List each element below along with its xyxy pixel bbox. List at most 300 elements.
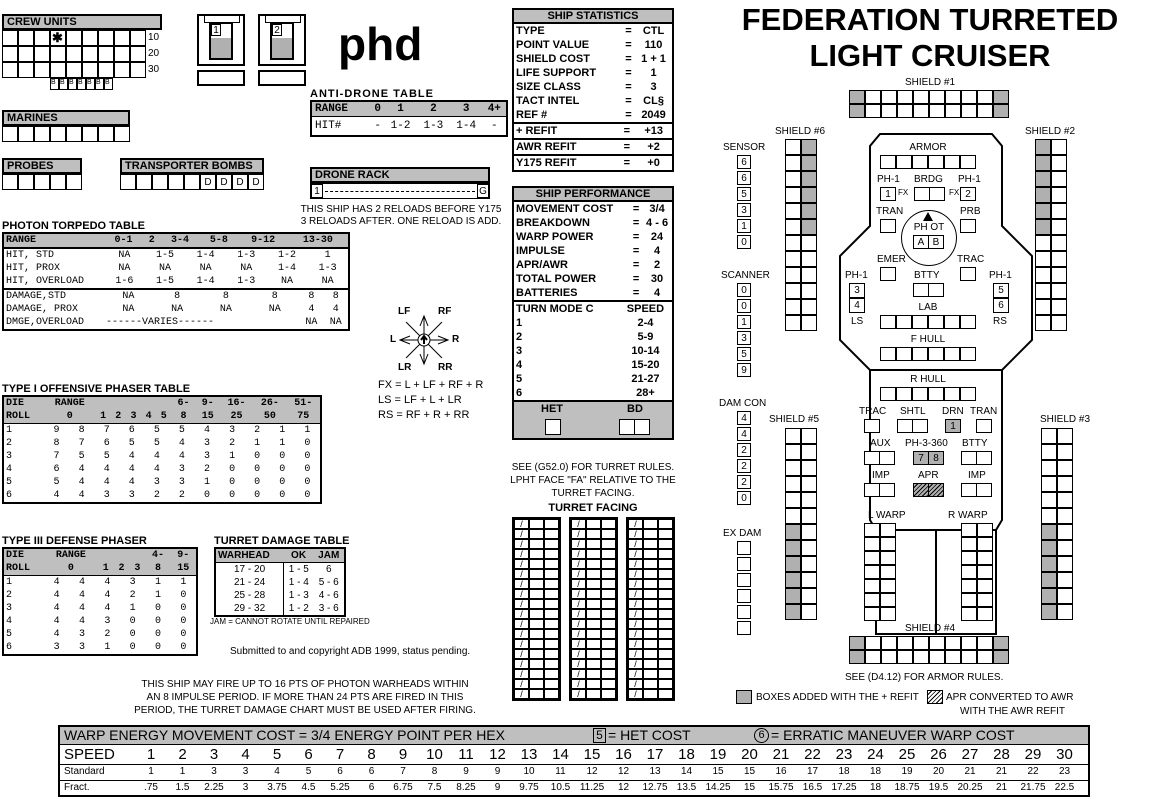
table-cell: REF #	[516, 109, 548, 121]
facing-box[interactable]	[658, 639, 673, 649]
facing-box[interactable]: /	[628, 579, 643, 589]
arc-l: L	[390, 334, 397, 345]
facing-box[interactable]: /	[628, 689, 643, 699]
facing-box[interactable]: /	[514, 629, 529, 639]
facing-box[interactable]	[643, 689, 658, 699]
facing-box[interactable]: /	[628, 619, 643, 629]
facing-box[interactable]	[544, 559, 559, 569]
movement-cost-table	[58, 725, 1090, 797]
facing-box[interactable]: /	[628, 569, 643, 579]
ssd-box	[865, 104, 881, 118]
table-cell: NA	[240, 263, 253, 274]
facing-box[interactable]: /	[571, 539, 586, 549]
table-cell: 4	[653, 287, 661, 299]
facing-box[interactable]	[544, 609, 559, 619]
facing-box[interactable]: /	[571, 639, 586, 649]
facing-box[interactable]	[586, 629, 601, 639]
table-cell: 26-	[260, 398, 279, 409]
facing-box[interactable]	[658, 669, 673, 679]
facing-box[interactable]: /	[571, 619, 586, 629]
facing-box[interactable]: /	[514, 569, 529, 579]
crew-box	[18, 62, 34, 78]
ph1-box-1: 1	[880, 187, 896, 201]
crew-marker: ✱	[52, 30, 63, 45]
arc-ls: LS = LF + L + LR	[378, 394, 462, 406]
ssd-box	[801, 283, 817, 299]
facing-box[interactable]	[658, 579, 673, 589]
facing-box[interactable]	[643, 559, 658, 569]
facing-box[interactable]: /	[514, 519, 529, 529]
facing-box[interactable]	[658, 549, 673, 559]
ssd-box	[1051, 267, 1067, 283]
facing-box[interactable]	[643, 529, 658, 539]
ssd-box	[801, 203, 817, 219]
facing-box[interactable]: /	[571, 569, 586, 579]
facing-box[interactable]	[601, 639, 616, 649]
facing-box[interactable]	[529, 659, 544, 669]
facing-box[interactable]	[643, 649, 658, 659]
facing-box[interactable]	[586, 569, 601, 579]
table-cell: =	[632, 287, 640, 299]
facing-box[interactable]	[601, 599, 616, 609]
facing-box[interactable]	[658, 619, 673, 629]
table-cell: 2	[115, 411, 122, 422]
ssd-box	[944, 387, 960, 401]
facing-box[interactable]	[529, 609, 544, 619]
battery-aft-box	[961, 451, 977, 465]
ssd-box	[785, 299, 801, 315]
table-cell: DIE	[6, 550, 25, 561]
facing-box[interactable]	[544, 549, 559, 559]
table-cell: 0	[154, 629, 161, 640]
bridge-box	[929, 187, 945, 201]
facing-box[interactable]: /	[628, 529, 643, 539]
crew-units-grid	[2, 30, 146, 78]
ssd-box	[801, 508, 817, 524]
table-cell: 2	[153, 490, 160, 501]
track-box: 0	[737, 283, 751, 297]
facing-box[interactable]	[643, 589, 658, 599]
facing-box[interactable]	[643, 639, 658, 649]
facing-box[interactable]	[643, 519, 658, 529]
facing-box[interactable]	[586, 689, 601, 699]
facing-box[interactable]	[601, 589, 616, 599]
facing-box[interactable]: /	[514, 609, 529, 619]
trac-label: TRAC	[957, 254, 985, 265]
table-cell: 4	[153, 464, 160, 475]
facing-box[interactable]: /	[628, 589, 643, 599]
table-cell: 0	[304, 451, 311, 462]
ssd-box	[1041, 492, 1057, 508]
table-cell: SPEED	[626, 303, 665, 315]
facing-box[interactable]	[529, 549, 544, 559]
ssd-box	[945, 104, 961, 118]
table-cell: 0	[154, 616, 161, 627]
movement-cell: 21	[964, 766, 976, 777]
facing-box[interactable]	[658, 569, 673, 579]
facing-box[interactable]	[601, 529, 616, 539]
ssd-box	[1057, 604, 1073, 620]
table-cell: 4	[516, 359, 523, 371]
facing-box[interactable]: /	[571, 559, 586, 569]
facing-box[interactable]	[586, 559, 601, 569]
facing-box[interactable]	[601, 559, 616, 569]
facing-box[interactable]: /	[628, 549, 643, 559]
facing-box[interactable]: /	[514, 549, 529, 559]
facing-box[interactable]: /	[571, 629, 586, 639]
ssd-box	[977, 90, 993, 104]
ad-cell: 1-4	[456, 120, 477, 132]
facing-box[interactable]	[544, 639, 559, 649]
table-cell: 15-20	[631, 359, 660, 371]
ssd-box	[1041, 556, 1057, 572]
table-cell: JAM	[318, 550, 340, 561]
facing-box[interactable]	[544, 679, 559, 689]
facing-box[interactable]	[544, 629, 559, 639]
movement-cell: 8	[367, 746, 376, 763]
table-cell: 1	[254, 438, 261, 449]
facing-box[interactable]: /	[514, 679, 529, 689]
phaser-1-table	[2, 383, 322, 504]
facing-box[interactable]	[586, 659, 601, 669]
facing-box[interactable]	[529, 579, 544, 589]
movement-cell: 16	[775, 766, 787, 777]
facing-box[interactable]	[601, 579, 616, 589]
facing-box[interactable]	[586, 679, 601, 689]
table-cell: 1-6	[115, 276, 134, 287]
ssd-box	[785, 251, 801, 267]
ssd-box	[977, 593, 993, 607]
facing-box[interactable]	[586, 619, 601, 629]
table-cell: 6	[128, 425, 135, 436]
facing-box[interactable]	[658, 659, 673, 669]
ssd-box	[785, 283, 801, 299]
table-cell: 9-	[177, 550, 190, 561]
facing-box[interactable]	[544, 519, 559, 529]
facing-box[interactable]	[658, 609, 673, 619]
facing-box[interactable]: /	[514, 599, 529, 609]
facing-box[interactable]: /	[514, 539, 529, 549]
facing-box[interactable]	[544, 659, 559, 669]
facing-box[interactable]: /	[628, 559, 643, 569]
arc-lf: LF	[398, 306, 411, 317]
tran-aft-label: TRAN	[970, 406, 998, 417]
facing-box[interactable]: /	[514, 689, 529, 699]
table-cell: =	[632, 245, 640, 257]
facing-box[interactable]	[544, 689, 559, 699]
crew-box	[66, 46, 82, 62]
facing-box[interactable]: /	[571, 529, 586, 539]
facing-box[interactable]	[529, 689, 544, 699]
table-cell: 1	[104, 642, 111, 653]
facing-box[interactable]	[544, 619, 559, 629]
facing-box[interactable]: /	[514, 669, 529, 679]
facing-box[interactable]	[586, 519, 601, 529]
facing-box[interactable]	[529, 619, 544, 629]
facing-box[interactable]	[544, 579, 559, 589]
ssd-box	[960, 347, 976, 361]
table-cell: 1	[154, 577, 161, 588]
facing-box[interactable]	[643, 609, 658, 619]
facing-box[interactable]	[586, 609, 601, 619]
facing-box[interactable]: /	[514, 659, 529, 669]
ssd-box	[785, 139, 801, 155]
facing-box[interactable]	[544, 529, 559, 539]
facing-box[interactable]	[586, 639, 601, 649]
facing-box[interactable]: /	[628, 519, 643, 529]
facing-box[interactable]: /	[628, 539, 643, 549]
facing-box[interactable]	[544, 649, 559, 659]
facing-box[interactable]	[658, 589, 673, 599]
facing-box[interactable]	[601, 619, 616, 629]
ssd-box	[1041, 524, 1057, 540]
anti-drone-table	[310, 88, 508, 137]
movement-cell: 28	[993, 746, 1010, 763]
facing-box[interactable]: /	[628, 659, 643, 669]
facing-box[interactable]	[643, 669, 658, 679]
facing-box[interactable]: /	[628, 669, 643, 679]
movement-cell: 1	[148, 766, 154, 777]
facing-box[interactable]: /	[628, 609, 643, 619]
facing-box[interactable]	[643, 619, 658, 629]
facing-box[interactable]: /	[571, 579, 586, 589]
apr-box	[913, 483, 929, 497]
facing-box[interactable]: /	[571, 649, 586, 659]
facing-box[interactable]	[586, 529, 601, 539]
table-cell: 1-5	[155, 250, 174, 261]
facing-box[interactable]	[601, 549, 616, 559]
table-cell: RANGE	[54, 398, 85, 409]
movement-cell: 9	[398, 746, 408, 763]
ssd-box	[1035, 283, 1051, 299]
facing-box[interactable]: /	[628, 649, 643, 659]
facing-box[interactable]	[601, 609, 616, 619]
facing-box[interactable]	[529, 559, 544, 569]
facing-box[interactable]	[658, 689, 673, 699]
table-cell: 1	[180, 577, 187, 588]
facing-box[interactable]: /	[514, 649, 529, 659]
facing-box[interactable]	[601, 649, 616, 659]
ssd-box	[1035, 203, 1051, 219]
facing-box[interactable]	[586, 539, 601, 549]
facing-box[interactable]	[529, 679, 544, 689]
ssd-box	[1051, 187, 1067, 203]
table-cell: 4	[128, 464, 135, 475]
facing-box[interactable]	[601, 659, 616, 669]
facing-box[interactable]	[601, 629, 616, 639]
ssd-box	[1041, 428, 1057, 444]
ssd-box	[785, 572, 801, 588]
facing-box[interactable]	[643, 539, 658, 549]
anti-drone-title: ANTI-DRONE TABLE	[310, 88, 434, 100]
facing-box[interactable]	[658, 529, 673, 539]
track-box: 1	[737, 315, 751, 329]
facing-box[interactable]	[586, 599, 601, 609]
ssd-box	[785, 171, 801, 187]
table-cell: 1-2	[277, 250, 296, 261]
facing-box[interactable]	[529, 539, 544, 549]
table-cell: 3	[128, 490, 135, 501]
movement-cell: 12	[489, 746, 506, 763]
facing-box[interactable]	[658, 519, 673, 529]
facing-box[interactable]	[658, 649, 673, 659]
facing-box[interactable]	[529, 599, 544, 609]
bd-box	[619, 419, 635, 435]
facing-box[interactable]	[643, 679, 658, 689]
facing-box[interactable]	[601, 569, 616, 579]
movement-cell: 20	[741, 746, 758, 763]
ssd-box	[1057, 556, 1073, 572]
facing-box[interactable]: /	[571, 689, 586, 699]
facing-box[interactable]: /	[571, 549, 586, 559]
facing-box[interactable]	[586, 669, 601, 679]
facing-box[interactable]	[529, 569, 544, 579]
table-cell: 4	[53, 490, 60, 501]
turret-rules-line: TURRET FACING.	[551, 488, 635, 499]
ssd-box	[960, 387, 976, 401]
table-cell: 4	[78, 590, 85, 601]
facing-box[interactable]: /	[571, 609, 586, 619]
facing-box[interactable]: /	[628, 639, 643, 649]
facing-box[interactable]: /	[514, 589, 529, 599]
facing-box[interactable]: /	[571, 519, 586, 529]
facing-box[interactable]	[643, 549, 658, 559]
facing-box[interactable]	[544, 569, 559, 579]
facing-box[interactable]: /	[628, 629, 643, 639]
facing-box[interactable]	[601, 679, 616, 689]
em-cost-marker: 6	[754, 728, 769, 743]
shield-1-boxes	[849, 90, 1009, 118]
turret-arrow-icon	[923, 212, 933, 221]
movement-cell: 19.5	[928, 782, 949, 793]
table-cell: CL§	[643, 95, 664, 107]
facing-box[interactable]: /	[514, 579, 529, 589]
ship-statistics	[512, 8, 674, 172]
crew-box	[98, 62, 114, 78]
facing-box[interactable]	[529, 649, 544, 659]
impulse-box	[864, 483, 880, 497]
table-cell: DIE	[6, 398, 25, 409]
table-cell: 3	[6, 603, 13, 614]
facing-box[interactable]	[544, 669, 559, 679]
facing-box[interactable]	[586, 549, 601, 559]
damcon-track	[737, 411, 751, 507]
ssd-box	[785, 540, 801, 556]
facing-box[interactable]	[658, 539, 673, 549]
battery-box	[913, 283, 929, 297]
movement-cell: 16.5	[802, 782, 823, 793]
arc-r: R	[452, 334, 460, 345]
facing-box[interactable]	[643, 569, 658, 579]
facing-box[interactable]	[529, 669, 544, 679]
facing-box[interactable]: /	[571, 589, 586, 599]
ssd-box	[1035, 299, 1051, 315]
table-cell: HIT, PROX	[6, 263, 61, 274]
facing-box[interactable]	[529, 519, 544, 529]
ph1-fore-label-left: PH-1	[877, 174, 900, 185]
facing-box[interactable]: /	[628, 679, 643, 689]
facing-box[interactable]	[529, 529, 544, 539]
table-cell: 3	[103, 490, 110, 501]
table-cell: 3-4	[171, 235, 190, 246]
ssd-box	[896, 387, 912, 401]
facing-box[interactable]: /	[571, 669, 586, 679]
photon-a-box: A	[913, 235, 929, 249]
table-cell: 4	[78, 490, 85, 501]
table-cell: 4	[308, 304, 315, 315]
movement-cell: 3	[209, 746, 219, 763]
movement-cell: 11.25	[579, 782, 605, 793]
ssd-box	[961, 523, 977, 537]
table-cell: 7	[78, 438, 85, 449]
movement-cell: 9.75	[519, 782, 539, 793]
ssd-box	[912, 155, 928, 169]
facing-box[interactable]: /	[514, 559, 529, 569]
facing-box[interactable]: /	[514, 529, 529, 539]
facing-box[interactable]	[643, 579, 658, 589]
facing-box[interactable]	[601, 669, 616, 679]
facing-box[interactable]: /	[571, 659, 586, 669]
facing-box[interactable]	[601, 689, 616, 699]
table-cell: 4 - 6	[318, 590, 339, 601]
facing-box[interactable]	[529, 589, 544, 599]
facing-box[interactable]: /	[514, 639, 529, 649]
ssd-box	[1035, 267, 1051, 283]
facing-box[interactable]	[643, 659, 658, 669]
facing-box[interactable]	[658, 559, 673, 569]
facing-box[interactable]	[529, 639, 544, 649]
fhull-boxes	[880, 347, 976, 361]
ssd-box	[1035, 251, 1051, 267]
facing-box[interactable]	[586, 589, 601, 599]
facing-box[interactable]	[643, 599, 658, 609]
facing-box[interactable]	[544, 539, 559, 549]
facing-box[interactable]	[544, 599, 559, 609]
movement-cell: 4.5	[301, 782, 316, 793]
row-label: SPEED	[64, 746, 115, 763]
facing-box[interactable]	[658, 679, 673, 689]
facing-box[interactable]	[529, 629, 544, 639]
table-cell: 4	[53, 616, 60, 627]
ssd-box	[1051, 203, 1067, 219]
movement-cell: 16	[615, 746, 632, 763]
facing-box[interactable]	[586, 649, 601, 659]
movement-cell: 21.75	[1020, 782, 1046, 793]
drone-note-1: THIS SHIP HAS 2 RELOADS BEFORE Y175	[300, 204, 502, 215]
facing-box[interactable]: /	[628, 599, 643, 609]
facing-box[interactable]	[658, 629, 673, 639]
table-cell: 3	[153, 477, 160, 488]
facing-box[interactable]	[601, 519, 616, 529]
ssd-box	[912, 387, 928, 401]
facing-box[interactable]	[601, 539, 616, 549]
ssd-box	[801, 235, 817, 251]
ssd-box	[897, 650, 913, 664]
bd-box	[634, 419, 650, 435]
table-cell: 5	[153, 438, 160, 449]
facing-box[interactable]	[658, 599, 673, 609]
crew-box	[130, 46, 146, 62]
facing-box[interactable]	[544, 589, 559, 599]
facing-box[interactable]: /	[571, 679, 586, 689]
movement-cell: 13	[520, 746, 538, 763]
table-cell: POINT VALUE	[516, 39, 590, 51]
facing-box[interactable]	[586, 579, 601, 589]
ssd-box	[785, 315, 801, 331]
facing-box[interactable]: /	[514, 619, 529, 629]
facing-box[interactable]	[643, 629, 658, 639]
facing-box[interactable]: /	[571, 599, 586, 609]
